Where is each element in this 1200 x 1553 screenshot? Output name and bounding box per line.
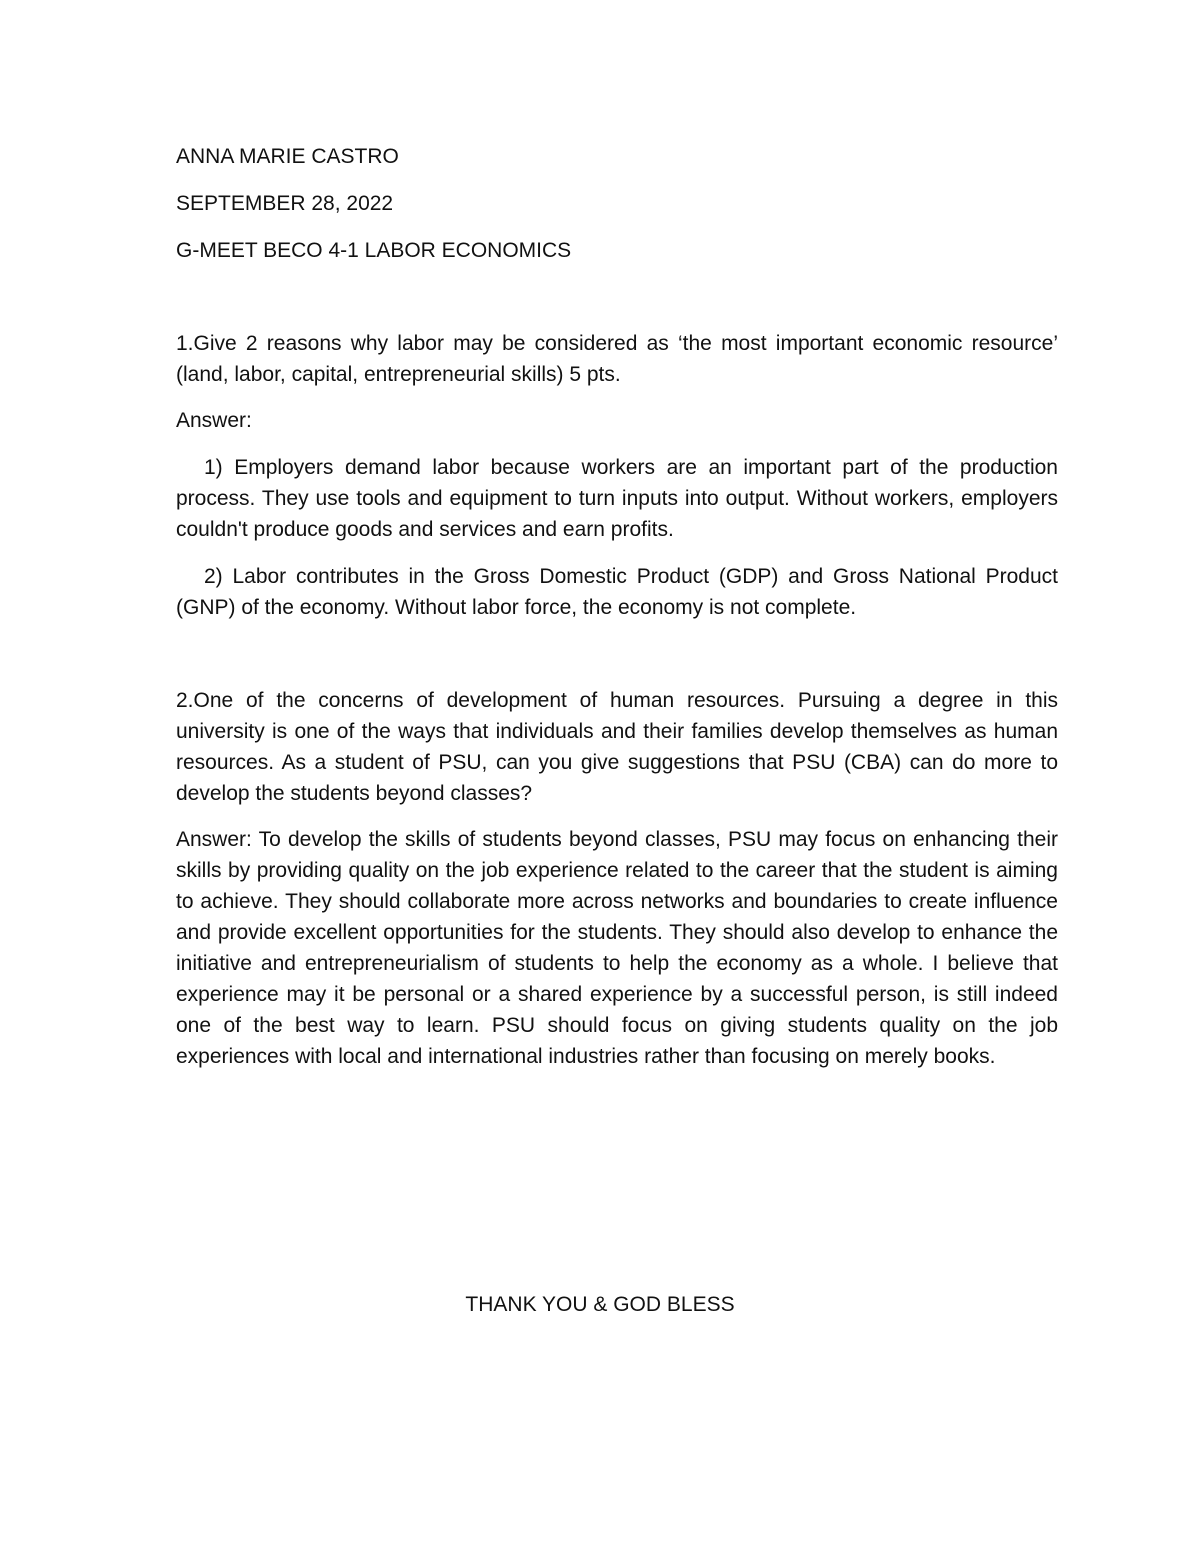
- question-1-answer-item: 2) Labor contributes in the Gross Domestic Product (GDP) and Gross National Product (GNP) of the economy. Without labor force, the economy is not complete.: [176, 565, 1058, 619]
- question-1-answer-item: 1) Employers demand labor because workers are an important part of the production process. They use tools and equipment to turn inputs into output. Without workers, employers couldn't produce goods and services and earn profits.: [176, 456, 1058, 541]
- question-2-answer: Answer: To develop the skills of students beyond classes, PSU may focus on enhancing their skills by providing quality on the job experience related to the career that the student is aiming to achieve. They should collaborate more across networks and boundaries to create influence and provide excellent opportunities for the students. They should also develop to enhance the initiative and entrepreneurialism of students to help the economy as a whole. I believe that experience may it be personal or a shared experience by a successful person, is still indeed one of the best way to learn. PSU should focus on giving students quality on the job experiences with local and international industries rather than focusing on merely books.: [176, 828, 1058, 1068]
- question-1-prompt: 1.Give 2 reasons why labor may be considered as ‘the most important economic resource’ (land, labor, capital, entrepreneurial skills) 5 pts.: [176, 332, 1058, 386]
- student-name: ANNA MARIE CASTRO: [176, 145, 399, 168]
- question-2-prompt: 2.One of the concerns of development of human resources. Pursuing a degree in this university is one of the ways that individuals and their families develop themselves as human resources. As a student of PSU, can you give suggestions that PSU (CBA) can do more to develop the students beyond classes?: [176, 689, 1058, 805]
- question-1-answer-label: Answer:: [176, 409, 252, 432]
- course-title: G-MEET BECO 4-1 LABOR ECONOMICS: [176, 239, 572, 262]
- closing-line: THANK YOU & GOD BLESS: [465, 1293, 735, 1316]
- submission-date: SEPTEMBER 28, 2022: [176, 192, 394, 215]
